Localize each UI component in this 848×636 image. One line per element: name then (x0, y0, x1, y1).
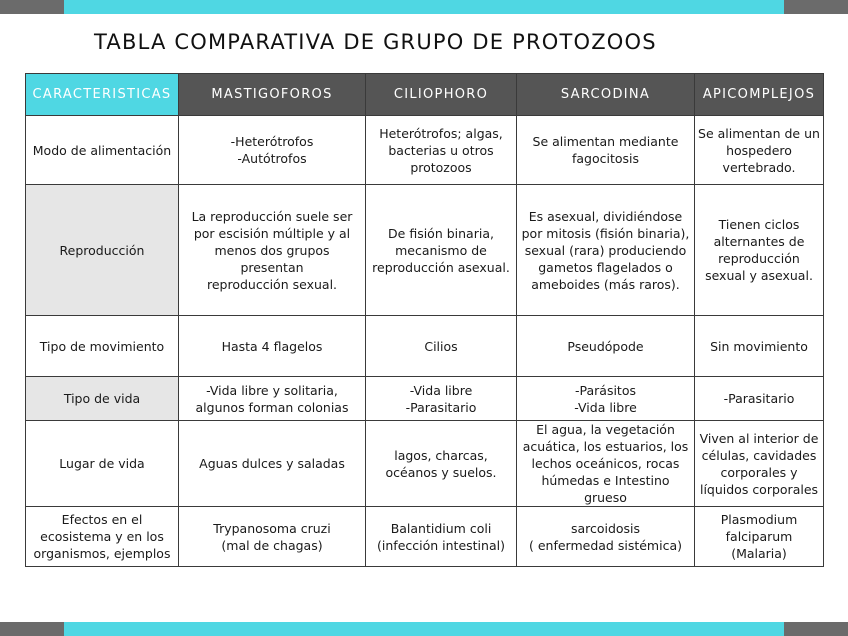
table-cell: sarcoidosis ( enfermedad sistémica) (517, 507, 695, 567)
table-cell: lagos, charcas, océanos y suelos. (366, 421, 517, 507)
table-cell: -Parásitos -Vida libre (517, 377, 695, 421)
table-cell: -Heterótrofos -Autótrofos (179, 116, 366, 185)
table-cell: Hasta 4 flagelos (179, 316, 366, 377)
bottom-bar-left-segment (0, 622, 64, 636)
table-cell: -Parasitario (695, 377, 824, 421)
top-decorative-bar (0, 0, 848, 14)
table-cell: De fisión binaria, mecanismo de reproducción asexual. (366, 185, 517, 316)
table-cell: -Vida libre -Parasitario (366, 377, 517, 421)
bottom-bar-middle-segment (64, 622, 784, 636)
table-cell: Trypanosoma cruzi (mal de chagas) (179, 507, 366, 567)
table-cell: Plasmodium falciparum (Malaria) (695, 507, 824, 567)
table-cell: Es asexual, dividiéndose por mitosis (fisión binaria), sexual (rara) produciendo gametos flagelados o ameboides (más raros). (517, 185, 695, 316)
header-caracteristicas: CARACTERISTICAS (26, 74, 179, 116)
row-label: Tipo de movimiento (26, 316, 179, 377)
table-cell: Se alimentan de un hospedero vertebrado. (695, 116, 824, 185)
header-row (26, 74, 824, 116)
table-cell: Cilios (366, 316, 517, 377)
table-cell: Se alimentan mediante fagocitosis (517, 116, 695, 185)
header-ciliophoro: CILIOPHORO (366, 74, 517, 116)
table-cell: Tienen ciclos alternantes de reproducción sexual y asexual. (695, 185, 824, 316)
table-cell: El agua, la vegetación acuática, los estuarios, los lechos oceánicos, rocas húmedas e Intestino grueso (517, 421, 695, 507)
table-cell: Sin movimiento (695, 316, 824, 377)
header-mastigoforos: MASTIGOFOROS (179, 74, 366, 116)
row-label: Modo de alimentación (26, 116, 179, 185)
bottom-decorative-bar (0, 622, 848, 636)
header-apicomplejos: APICOMPLEJOS (695, 74, 824, 116)
row-label: Tipo de vida (26, 377, 179, 421)
table-row (26, 116, 824, 185)
table-cell: Viven al interior de células, cavidades corporales y líquidos corporales (695, 421, 824, 507)
table-cell: Heterótrofos; algas, bacterias u otros protozoos (366, 116, 517, 185)
row-label: Reproducción (26, 185, 179, 316)
table-cell: Balantidium coli (infección intestinal) (366, 507, 517, 567)
table-row (26, 507, 824, 567)
top-bar-middle-segment (64, 0, 784, 14)
table-cell: La reproducción suele ser por escisión múltiple y al menos dos grupos presentan reproducción sexual. (179, 185, 366, 316)
table-cell: Aguas dulces y saladas (179, 421, 366, 507)
table-row (26, 421, 824, 507)
bottom-bar-right-segment (784, 622, 848, 636)
table-row (26, 316, 824, 377)
comparison-table (25, 73, 824, 567)
row-label: Lugar de vida (26, 421, 179, 507)
top-bar-left-segment (0, 0, 64, 14)
page-title: TABLA COMPARATIVA DE GRUPO DE PROTOZOOS (94, 30, 657, 54)
table-row (26, 377, 824, 421)
header-sarcodina: SARCODINA (517, 74, 695, 116)
table-cell: -Vida libre y solitaria, algunos forman colonias (179, 377, 366, 421)
top-bar-right-segment (784, 0, 848, 14)
table-row (26, 185, 824, 316)
table-cell: Pseudópode (517, 316, 695, 377)
row-label: Efectos en el ecosistema y en los organismos, ejemplos (26, 507, 179, 567)
